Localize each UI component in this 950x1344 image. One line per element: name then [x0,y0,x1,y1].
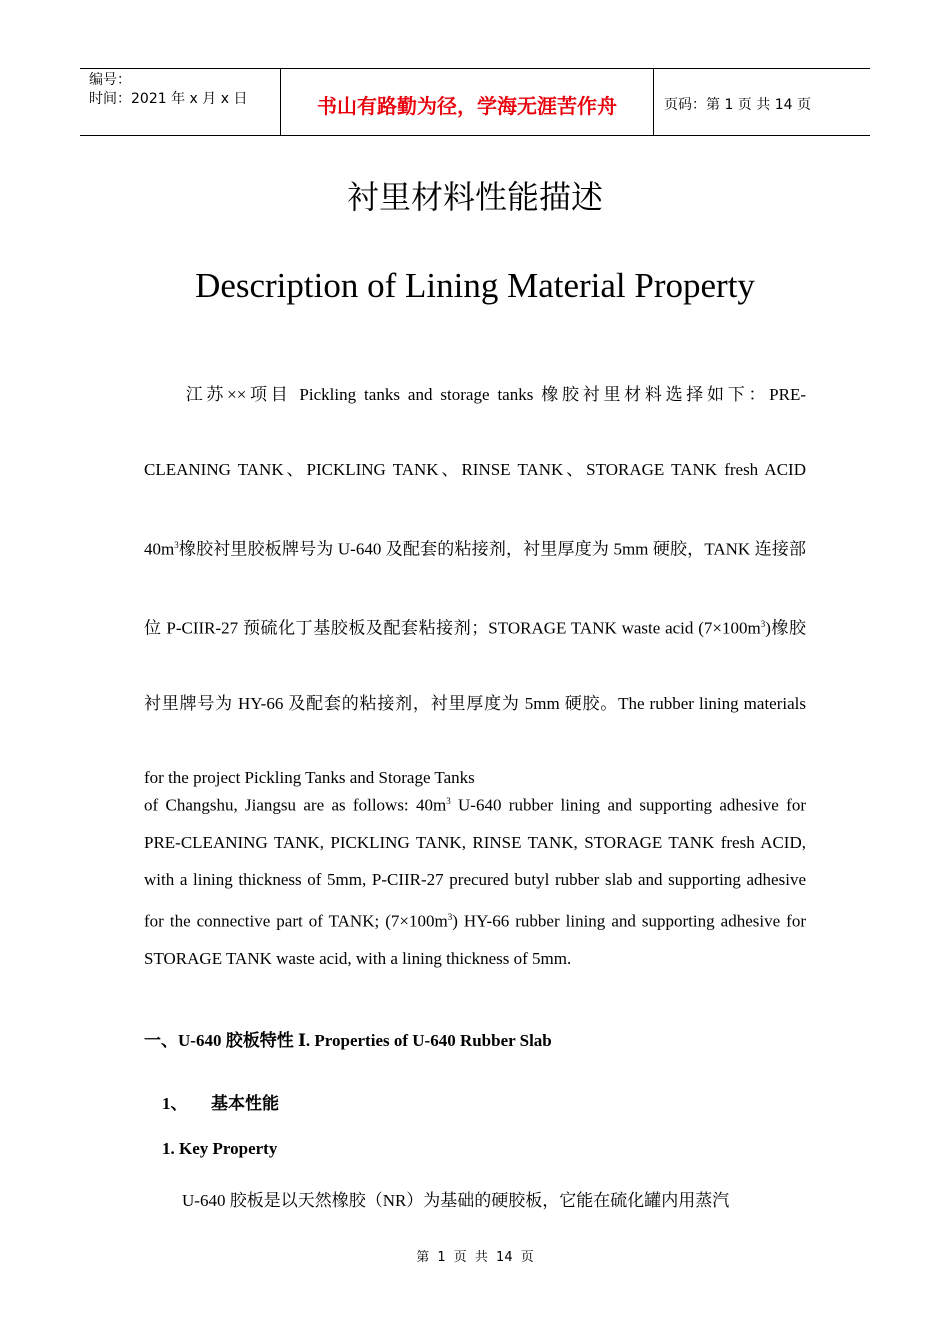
title-chinese: 衬里材料性能描述 [346,178,603,216]
time-label: 时间：2021 年 x 月 x 日 [89,91,248,107]
intro-paragraph-english [144,783,806,977]
english-text-c: ) HY-66 rubber lining and supporting adhesive for STORAGE TANK waste acid, with a lining thickness of 5mm. [144,911,806,968]
intro-text-c: )橡胶衬里牌号为 HY-66 及配套的粘接剂，衬里厚度为 5mm 硬胶。The rubber lining materials for the project Pickling Tanks and Storage Tanks [144,618,806,788]
superscript: 3 [760,619,766,630]
subsection-number: 1、 [162,1094,188,1113]
code-label: 编号： [89,72,131,88]
superscript: 3 [447,911,453,922]
subsection-title: 基本性能 [211,1094,279,1113]
body-paragraph: U-640 胶板是以天然橡胶（NR）为基础的硬胶板，它能在硫化罐内用蒸汽 [182,1191,730,1210]
intro-text-a: 江苏××项目 Pickling tanks and storage tanks 橡胶衬里材料选择如下：PRE-CLEANING TANK、PICKLING TANK、RINSE TANK、STORAGE TANK fresh ACID 40m [144,385,806,559]
header-motto: 书山有路勤为径，学海无涯苦作舟 [281,69,654,135]
english-text-a: of Changshu, Jiangsu are as follows: 40m [144,795,447,815]
header-info-cell [80,69,281,135]
intro-paragraph-chinese [144,358,806,816]
section-heading: 一、U-640 胶板特性 Ⅰ. Properties of U-640 Rubber Slab [144,1031,552,1050]
page-footer: 第 1 页 共 14 页 [416,1250,534,1265]
superscript: 3 [174,539,179,550]
superscript: 3 [446,796,451,806]
english-text-b: U-640 rubber lining and supporting adhesive for PRE-CLEANING TANK, PICKLING TANK, RINSE TANK, STORAGE TANK fresh ACID, with a lining thickness of 5mm, P-CIIR-27 precured butyl rubber slab and supporting adhesive for the connective part of TANK; (7×100m [144,795,806,931]
title-english: Description of Lining Material Property [195,266,755,305]
subsection-heading [162,1089,279,1114]
header-page-label: 页码：第 1 页 共 14 页 [664,97,811,113]
page-header [80,68,870,136]
intro-text-b: 橡胶衬里胶板牌号为 U-640 及配套的粘接剂，衬里厚度为 5mm 硬胶，TANK 连接部位 P-CIIR-27 预硫化丁基胶板及配套粘接剂；STORAGE TANK waste acid (7×100m [144,539,806,638]
subsection-heading-english: 1. Key Property [162,1139,278,1158]
